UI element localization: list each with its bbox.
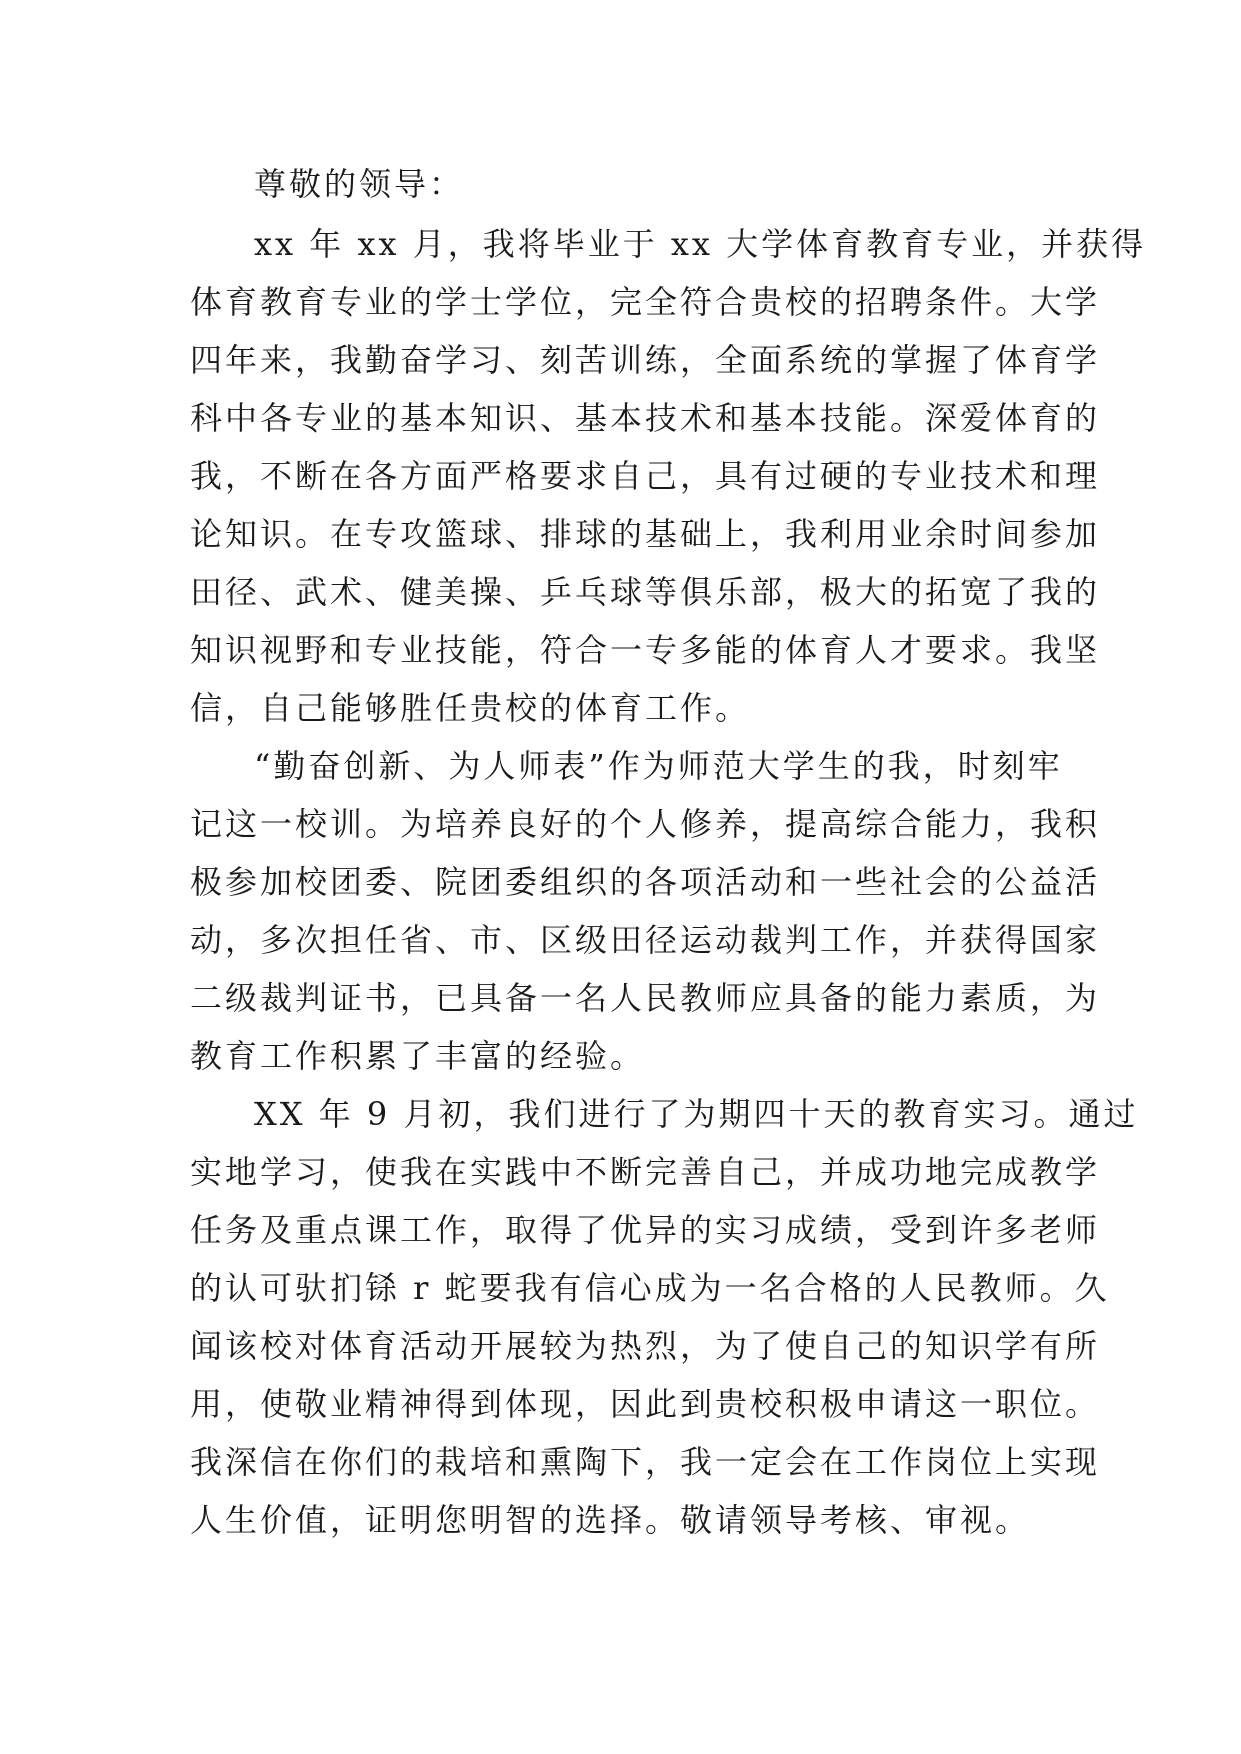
paragraph-line: 田径、武术、健美操、乒乓球等俱乐部，极大的拓宽了我的	[190, 573, 1101, 611]
paragraph-line: “勤奋创新、为人师表”作为师范大学生的我，时刻牢	[254, 747, 1063, 785]
paragraph-line: 二级裁判证书，已具备一名人民教师应具备的能力素质，为	[190, 979, 1101, 1017]
paragraph-line: 我，不断在各方面严格要求自己，具有过硬的专业技术和理	[190, 457, 1101, 495]
paragraph-line: 动，多次担任省、市、区级田径运动裁判工作，并获得国家	[190, 921, 1101, 959]
paragraph-line: 实地学习，使我在实践中不断完善自己，并成功地完成教学	[190, 1153, 1101, 1191]
letter-body	[190, 155, 1147, 1549]
paragraph-line: 知识视野和专业技能，符合一专多能的体育人才要求。我坚	[190, 631, 1101, 669]
paragraph-line: xx 年 xx 月，我将毕业于 xx 大学体育教育专业，并获得	[254, 225, 1147, 263]
paragraph-1	[190, 215, 1147, 737]
paragraph-line: 四年来，我勤奋学习、刻苦训练，全面系统的掌握了体育学	[190, 341, 1101, 379]
paragraph-line: 任务及重点课工作，取得了优异的实习成绩，受到许多老师	[190, 1211, 1101, 1249]
paragraph-line: 闻该校对体育活动开展较为热烈，为了使自己的知识学有所	[190, 1327, 1101, 1365]
paragraph-2	[190, 737, 1101, 1085]
paragraph-line: 论知识。在专攻篮球、排球的基础上，我利用业余时间参加	[190, 515, 1101, 553]
paragraph-3	[190, 1085, 1139, 1549]
salutation: 尊敬的领导：	[254, 165, 465, 203]
paragraph-line: 教育工作积累了丰富的经验。	[190, 1037, 646, 1075]
paragraph-line: 用，使敬业精神得到体现，因此到贵校积极申请这一职位。	[190, 1385, 1101, 1423]
paragraph-line: XX 年 9 月初，我们进行了为期四十天的教育实习。通过	[254, 1095, 1139, 1133]
paragraph-line: 记这一校训。为培养良好的个人修养，提高综合能力，我积	[190, 805, 1101, 843]
paragraph-line: 我深信在你们的栽培和熏陶下，我一定会在工作岗位上实现	[190, 1443, 1101, 1481]
paragraph-line: 的认可驮扪铩 r 蛇要我有信心成为一名合格的人民教师。久	[190, 1269, 1110, 1307]
paragraph-line: 科中各专业的基本知识、基本技术和基本技能。深爱体育的	[190, 399, 1101, 437]
paragraph-line: 体育教育专业的学士学位，完全符合贵校的招聘条件。大学	[190, 283, 1101, 321]
paragraph-line: 人生价值，证明您明智的选择。敬请领导考核、审视。	[190, 1501, 1031, 1539]
paragraph-line: 信，自己能够胜任贵校的体育工作。	[190, 689, 751, 727]
paragraph-line: 极参加校团委、院团委组织的各项活动和一些社会的公益活	[190, 863, 1101, 901]
